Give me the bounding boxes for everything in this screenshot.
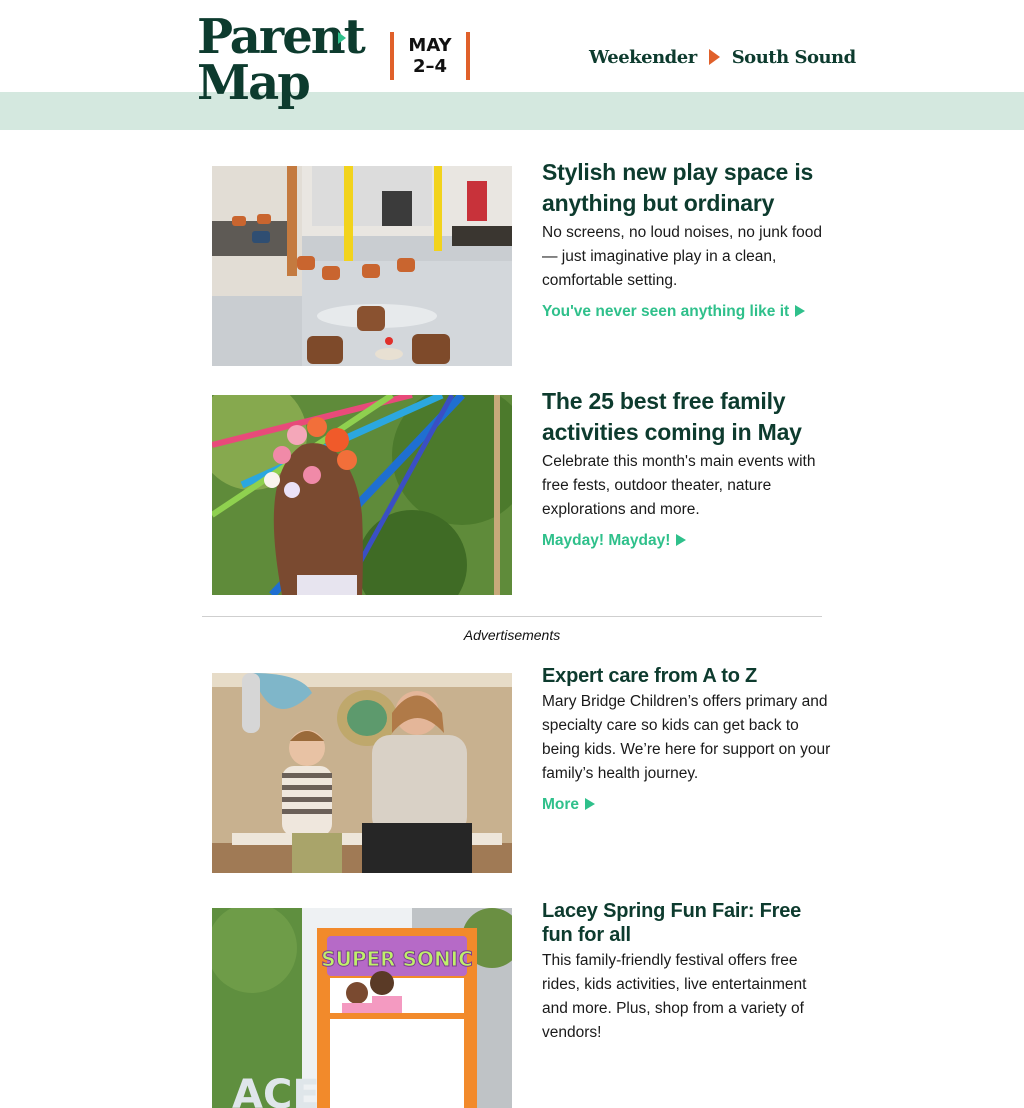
breadcrumb-weekender[interactable]: Weekender [589, 46, 697, 68]
breadcrumb-south-sound[interactable]: South Sound [731, 46, 856, 68]
article-link[interactable]: You've never seen anything like it [542, 303, 805, 321]
maypole-photo[interactable] [212, 395, 512, 595]
date-range: 2–4 [412, 56, 448, 77]
article-title[interactable]: Stylish new play space is anything but ordinary [542, 159, 814, 216]
breadcrumb-arrow-icon [709, 49, 720, 65]
breadcrumb [589, 44, 856, 70]
article-text [542, 386, 832, 550]
ad-title[interactable]: Expert care from A to Z [542, 665, 758, 687]
date-badge [390, 32, 470, 80]
article-description: Celebrate this month's main events with free fests, outdoor theater, nature explorations and more. [542, 453, 816, 518]
ad-link[interactable]: More [542, 796, 595, 814]
logo-line-2: Map [197, 55, 309, 111]
ad-title[interactable]: Lacey Spring Fun Fair: Free fun for all [542, 900, 802, 946]
parentmap-logo[interactable] [197, 9, 364, 122]
ad-text [542, 899, 832, 1045]
date-month: MAY [408, 35, 452, 56]
ride-sign-text: SUPER SONIC [321, 947, 473, 971]
header [0, 0, 1024, 111]
article-title[interactable]: The 25 best free family activities coming in May [542, 388, 802, 445]
ad-description: Mary Bridge Children’s offers primary and specialty care so kids can get back to being kids. We’re here for support on your family’s health journey. [542, 693, 831, 782]
header-band [0, 92, 1024, 130]
logo-triangle-icon [338, 32, 346, 44]
ad-description: This family-friendly festival offers free rides, kids activities, live entertainment and more. Plus, shop from a variety of vendors! [542, 952, 807, 1041]
ad-text [542, 664, 832, 814]
svg-text:ACE: ACE [232, 1072, 320, 1108]
play-space-photo[interactable] [212, 166, 512, 366]
ads-label: Advertisements [463, 627, 561, 643]
ads-divider [202, 616, 822, 617]
article-description: No screens, no loud noises, no junk food — just imaginative play in a clean, comfortable setting. [542, 224, 823, 289]
logo-line-1: Parent [197, 9, 364, 65]
article-text [542, 157, 832, 321]
doctor-patient-photo[interactable] [212, 673, 512, 873]
article-link[interactable]: Mayday! Mayday! [542, 532, 686, 550]
fun-fair-photo[interactable] [212, 908, 512, 1108]
